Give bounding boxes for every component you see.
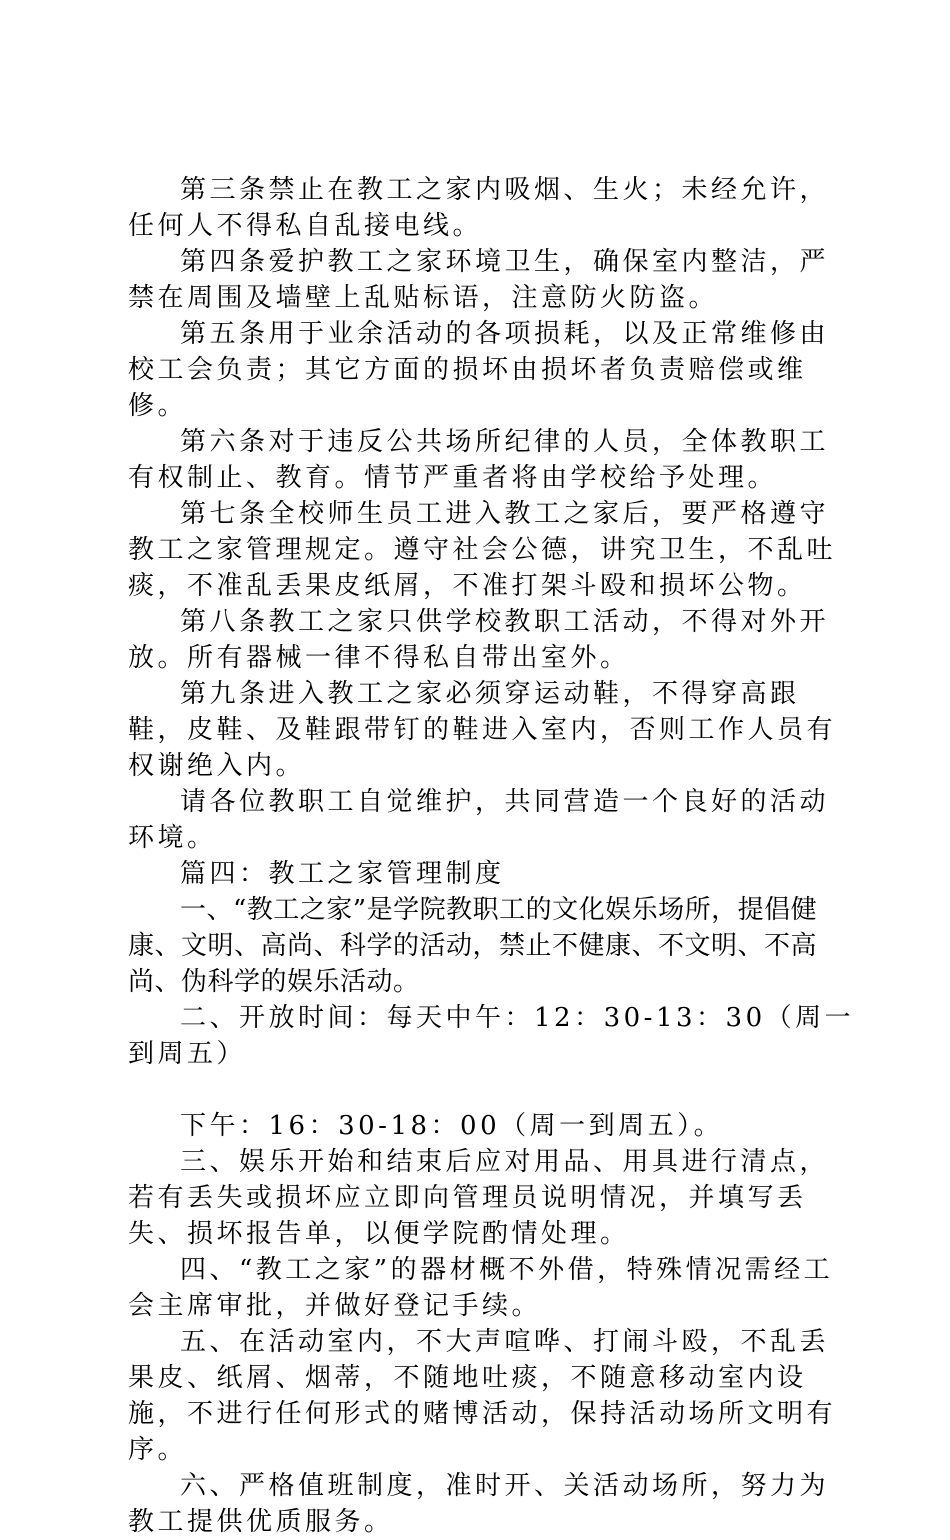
article-5-paragraph: 第五条用于业余活动的各项损耗，以及正常维修由校工会负责；其它方面的损坏由损坏者负责赔偿或维修。 bbox=[128, 319, 830, 421]
article-6-paragraph: 第六条对于违反公共场所纪律的人员，全体教职工有权制止、教育。情节严重者将由学校给予处理。 bbox=[128, 427, 830, 493]
rule-6-paragraph: 六、严格值班制度，准时开、关活动场所，努力为教工提供优质服务。 bbox=[128, 1471, 830, 1537]
rule-5-paragraph: 五、在活动室内，不大声喧哗、打闹斗殴，不乱丢果皮、纸屑、烟蒂，不随地吐痰，不随意移动室内设施，不进行任何形式的赌博活动，保持活动场所文明有序。 bbox=[128, 1327, 837, 1465]
blank-line bbox=[128, 1072, 856, 1108]
section-heading: 篇四：教工之家管理制度 bbox=[180, 859, 505, 889]
rule-2-opening-hours-afternoon: 下午：16：30-18：00（周一到周五）。 bbox=[180, 1111, 724, 1141]
article-4-paragraph: 第四条爱护教工之家环境卫生，确保室内整洁，严禁在周围及墙壁上乱贴标语，注意防火防盗。 bbox=[128, 247, 830, 313]
article-9-paragraph: 第九条进入教工之家必须穿运动鞋，不得穿高跟鞋，皮鞋、及鞋跟带钉的鞋进入室内，否则工作人员有权谢绝入内。 bbox=[128, 679, 837, 781]
rule-3-paragraph: 三、娱乐开始和结束后应对用品、用具进行清点，若有丢失或损坏应立即向管理员说明情况，并填写丢失、损坏报告单，以便学院酌情处理。 bbox=[128, 1147, 830, 1249]
rule-4-paragraph: 四、“教工之家”的器材概不外借，特殊情况需经工会主席审批，并做好登记手续。 bbox=[128, 1255, 834, 1321]
document-body bbox=[128, 172, 856, 1540]
closing-appeal-paragraph: 请各位教职工自觉维护，共同营造一个良好的活动环境。 bbox=[128, 787, 830, 853]
article-8-paragraph: 第八条教工之家只供学校教职工活动，不得对外开放。所有器械一律不得私自带出室外。 bbox=[128, 607, 830, 673]
article-3-paragraph: 第三条禁止在教工之家内吸烟、生火；未经允许，任何人不得私自乱接电线。 bbox=[128, 175, 830, 241]
rule-2-opening-hours-noon: 二、开放时间：每天中午：12：30-13：30（周一到周五） bbox=[128, 1003, 855, 1069]
article-7-paragraph: 第七条全校师生员工进入教工之家后，要严格遵守教工之家管理规定。遵守社会公德，讲究卫生，不乱吐痰，不准乱丢果皮纸屑，不准打架斗殴和损坏公物。 bbox=[128, 499, 837, 601]
rule-1-paragraph: 一、“教工之家”是学院教职工的文化娱乐场所，提倡健康、文明、高尚、科学的活动，禁止不健康、不文明、不高尚、伪科学的娱乐活动。 bbox=[128, 895, 818, 997]
